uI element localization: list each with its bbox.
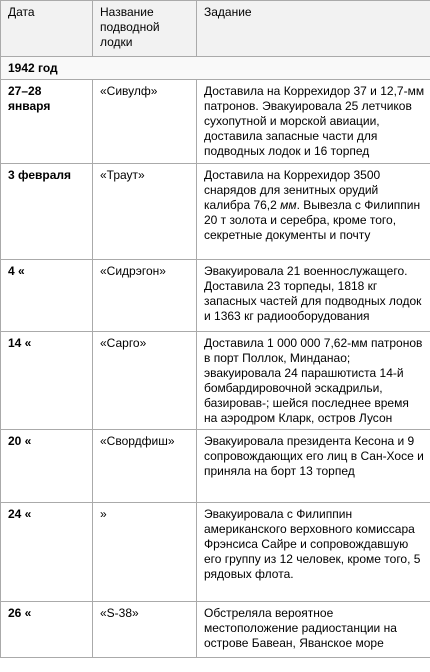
year-label: 1942 год [1, 57, 430, 80]
row-date: 4 « [1, 260, 93, 332]
header-date: Дата [1, 1, 93, 57]
row-date: 24 « [1, 503, 93, 602]
row-date: 14 « [1, 332, 93, 430]
table-row [1, 260, 430, 332]
row-task: Эвакуировала президента Кесона и 9 сопровождающих его лиц в Сан-Хосе и приняла на борт 13 торпед [197, 430, 430, 503]
year-row [1, 57, 430, 80]
row-submarine: «Сарго» [93, 332, 197, 430]
row-submarine: «Сидрэгон» [93, 260, 197, 332]
row-submarine: » [93, 503, 197, 602]
table-row [1, 80, 430, 164]
header-submarine-name: Название подводной лодки [93, 1, 197, 57]
row-task: Доставила на Коррехидор 3500 снарядов для зенитных орудий калибра 76,2 мм. Вывезла с Филиппин 20 т золота и серебра, кроме того, секретные документы и почту [197, 164, 430, 260]
table-row [1, 430, 430, 503]
row-task: Эвакуировала 21 военнослужащего. Доставила 23 торпеды, 1818 кг запасных частей для подводных лодок и 1363 кг радиооборудования [197, 260, 430, 332]
row-date: 26 « [1, 602, 93, 658]
row-submarine: «Свордфиш» [93, 430, 197, 503]
row-date: 3 февраля [1, 164, 93, 260]
header-row [1, 1, 430, 57]
row-date: 20 « [1, 430, 93, 503]
table-row [1, 602, 430, 658]
row-submarine: «Траут» [93, 164, 197, 260]
row-task: Обстреляла вероятное местоположение радиостанции на острове Бавеан, Яванское море [197, 602, 430, 658]
table-row [1, 332, 430, 430]
row-task: Эвакуировала с Филиппин американского верховного комиссара Фрэнсиса Сайре и сопровождавшую его группу из 12 человек, кроме того, 5 рядовых флота. [197, 503, 430, 602]
row-submarine: «S-38» [93, 602, 197, 658]
table-row [1, 164, 430, 260]
table-row [1, 503, 430, 602]
row-task: Доставила 1 000 000 7,62-мм патронов в порт Поллок, Минданао; эвакуировала 24 парашютиста 14-й бомбардировочной эскадрильи, базировав-; шейся последнее время на аэродром Кларк, остров Лусон [197, 332, 430, 430]
row-submarine: «Сивулф» [93, 80, 197, 164]
row-date: 27–28 января [1, 80, 93, 164]
row-task: Доставила на Коррехидор 37 и 12,7-мм патронов. Эвакуировала 25 летчиков сухопутной и морской авиации, доставила запасные части для подводных лодок и 16 торпед [197, 80, 430, 164]
header-task: Задание [197, 1, 430, 57]
